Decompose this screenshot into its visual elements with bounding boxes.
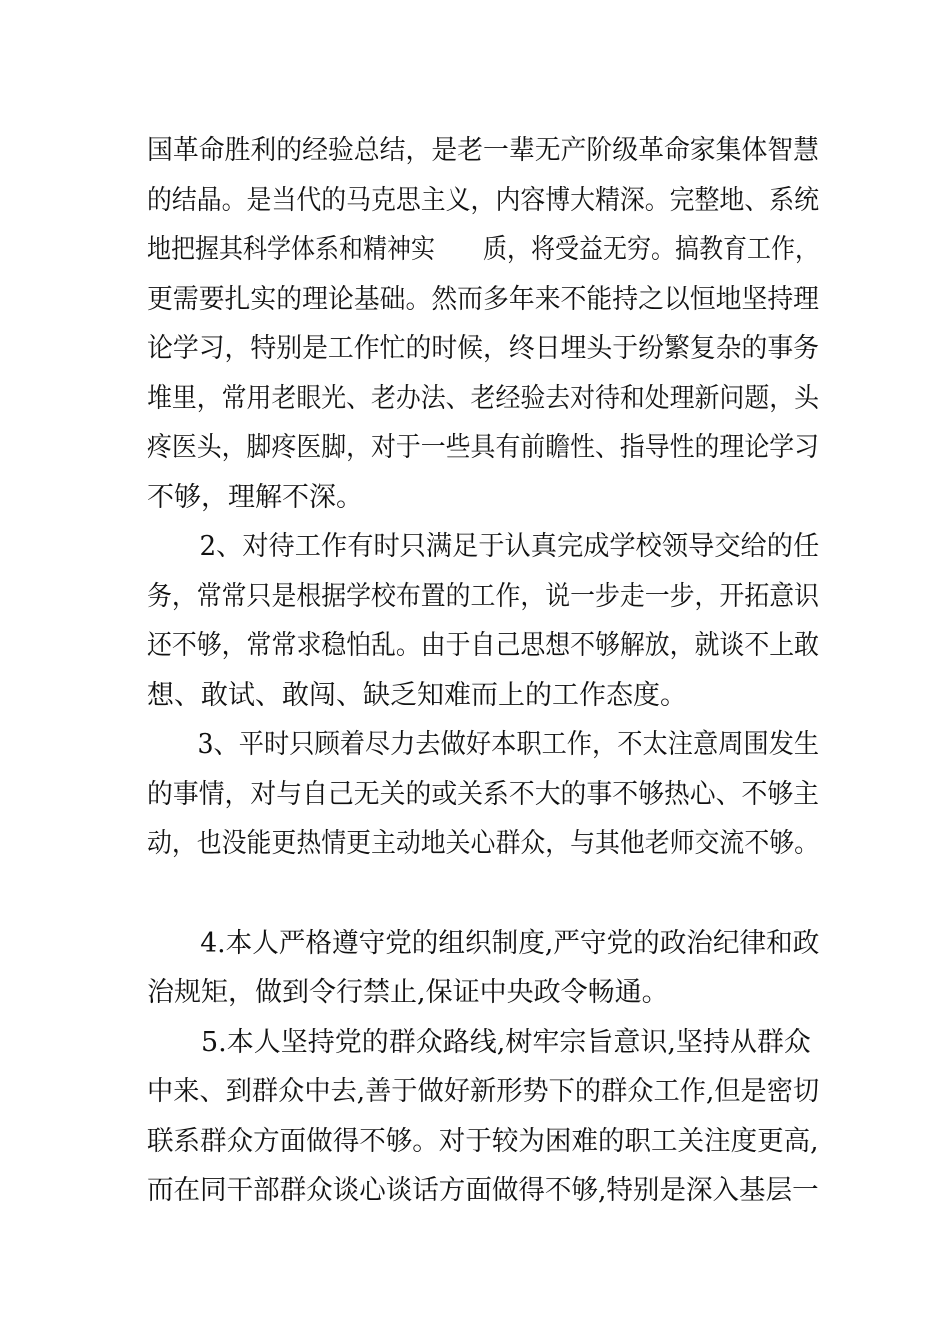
text-line: 2、对待工作有时只满足于认真完成学校领导交给的任 bbox=[199, 531, 820, 562]
paragraph-item-3 bbox=[147, 720, 819, 869]
text-line: 3、平时只顾着尽力去做好本职工作，不太注意周围发生 bbox=[197, 729, 820, 760]
text-line: 治规矩，做到令行禁止,保证中央政令畅通。 bbox=[147, 977, 669, 1008]
text-line: 5.本人坚持党的群众路线,树牢宗旨意识,坚持从群众 bbox=[201, 1026, 811, 1058]
text-line: 的事情，对与自己无关的或关系不大的事不够热心、不够主 bbox=[147, 778, 820, 810]
text-line: 想、敢试、敢闯、缺乏知难而上的工作态度。 bbox=[147, 679, 687, 711]
text-line: 不够，理解不深。 bbox=[147, 481, 363, 513]
text-line: 务，常常只是根据学校布置的工作，说一步走一步，开拓意识 bbox=[147, 580, 819, 612]
document-body bbox=[147, 126, 819, 1216]
text-line: 还不够，常常求稳怕乱。由于自己思想不够解放，就谈不上敢 bbox=[147, 630, 819, 661]
text-line: 地把握其科学体系和精神实 质，将受益无穷。搞教育工作， bbox=[147, 234, 820, 265]
text-line: 中来、到群众中去,善于做好新形势下的群众工作,但是密切 bbox=[147, 1076, 820, 1107]
text-line: 动，也没能更热情更主动地关心群众，与其他老师交流不够。 bbox=[147, 828, 819, 859]
text-line: 疼医头，脚疼医脚，对于一些具有前瞻性、指导性的理论学习 bbox=[147, 432, 819, 463]
text-line: 更需要扎实的理论基础。然而多年来不能持之以恒地坚持理 bbox=[147, 283, 820, 315]
paragraph-theory-study bbox=[147, 126, 819, 522]
text-line: 联系群众方面做得不够。对于较为困难的职工关注度更高, bbox=[147, 1125, 819, 1157]
text-line: 论学习，特别是工作忙的时候，终日埋头于纷繁复杂的事务 bbox=[147, 333, 820, 364]
text-line: 堆里，常用老眼光、老办法、老经验去对待和处理新问题，头 bbox=[147, 382, 819, 414]
paragraph-item-2 bbox=[147, 522, 819, 720]
text-line: 的结晶。是当代的马克思主义，内容博大精深。完整地、系统 bbox=[147, 184, 819, 216]
paragraph-item-4 bbox=[147, 919, 819, 1018]
text-line: 而在同干部群众谈心谈话方面做得不够,特别是深入基层一 bbox=[147, 1175, 819, 1206]
text-line: 国革命胜利的经验总结，是老一辈无产阶级革命家集体智慧 bbox=[147, 135, 820, 166]
text-line: 4.本人严格遵守党的组织制度,严守党的政治纪律和政 bbox=[200, 927, 820, 959]
paragraph-item-5 bbox=[147, 1018, 819, 1216]
